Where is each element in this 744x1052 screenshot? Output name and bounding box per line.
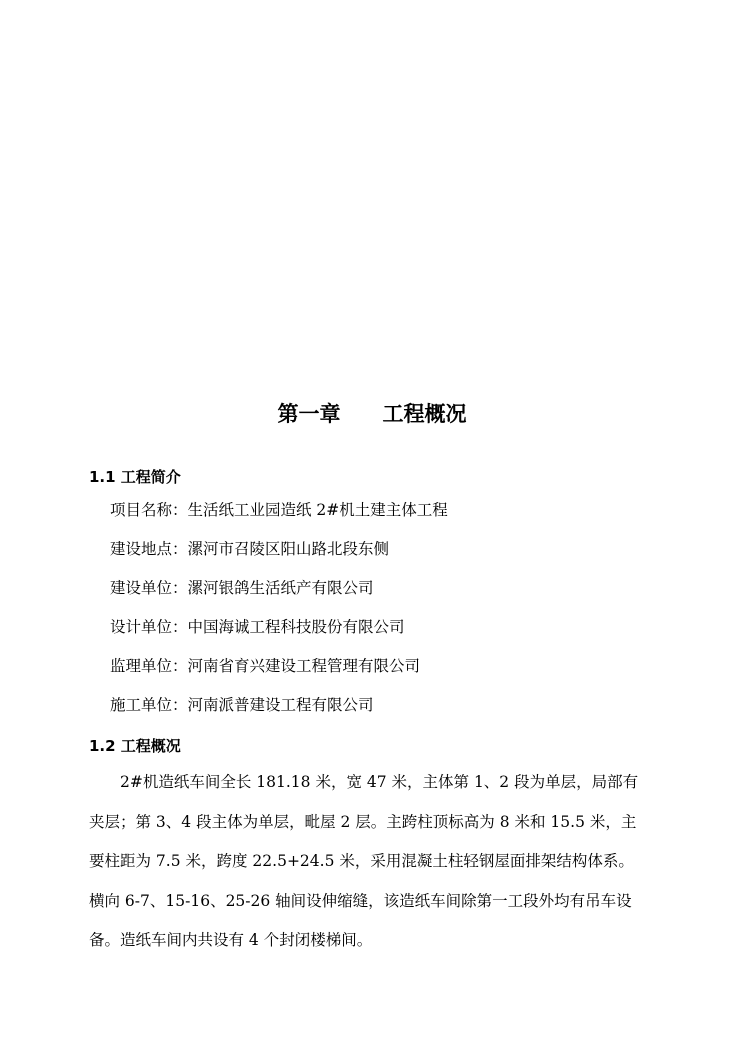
chapter-number: 第一章: [277, 402, 341, 426]
chapter-name: 工程概况: [382, 402, 467, 426]
paragraph-line: 横向 6-7、15-16、25-26 轴间设伸缩缝，该造纸车间除第一工段外均有吊车设: [89, 892, 632, 910]
supervision-unit-line: 监理单位：河南省育兴建设工程管理有限公司: [110, 657, 421, 675]
paragraph-line: 夹层；第 3、4 段主体为单层，毗屋 2 层。主跨柱顶标高为 8 米和 15.5 米，主: [89, 813, 637, 831]
section-heading-1-2: 1.2 工程概况: [89, 737, 181, 755]
paragraph-line: 要柱距为 7.5 米，跨度 22.5+24.5 米，采用混凝土柱轻钢屋面排架结构体系。: [89, 852, 634, 870]
contractor-unit-line: 施工单位：河南派普建设工程有限公司: [110, 696, 374, 714]
section-heading-1-1: 1.1 工程简介: [89, 468, 181, 486]
owner-unit-line: 建设单位：漯河银鸽生活纸产有限公司: [110, 579, 374, 597]
design-unit-line: 设计单位：中国海诚工程科技股份有限公司: [110, 618, 405, 636]
paragraph-line: 2#机造纸车间全长 181.18 米，宽 47 米，主体第 1、2 段为单层，局部有: [120, 773, 639, 791]
construction-site-line: 建设地点：漯河市召陵区阳山路北段东侧: [110, 540, 390, 558]
paragraph-line: 备。造纸车间内共设有 4 个封闭楼梯间。: [89, 931, 373, 949]
chapter-title: [0, 399, 744, 429]
project-name-line: 项目名称：生活纸工业园造纸 2#机土建主体工程: [110, 501, 448, 519]
